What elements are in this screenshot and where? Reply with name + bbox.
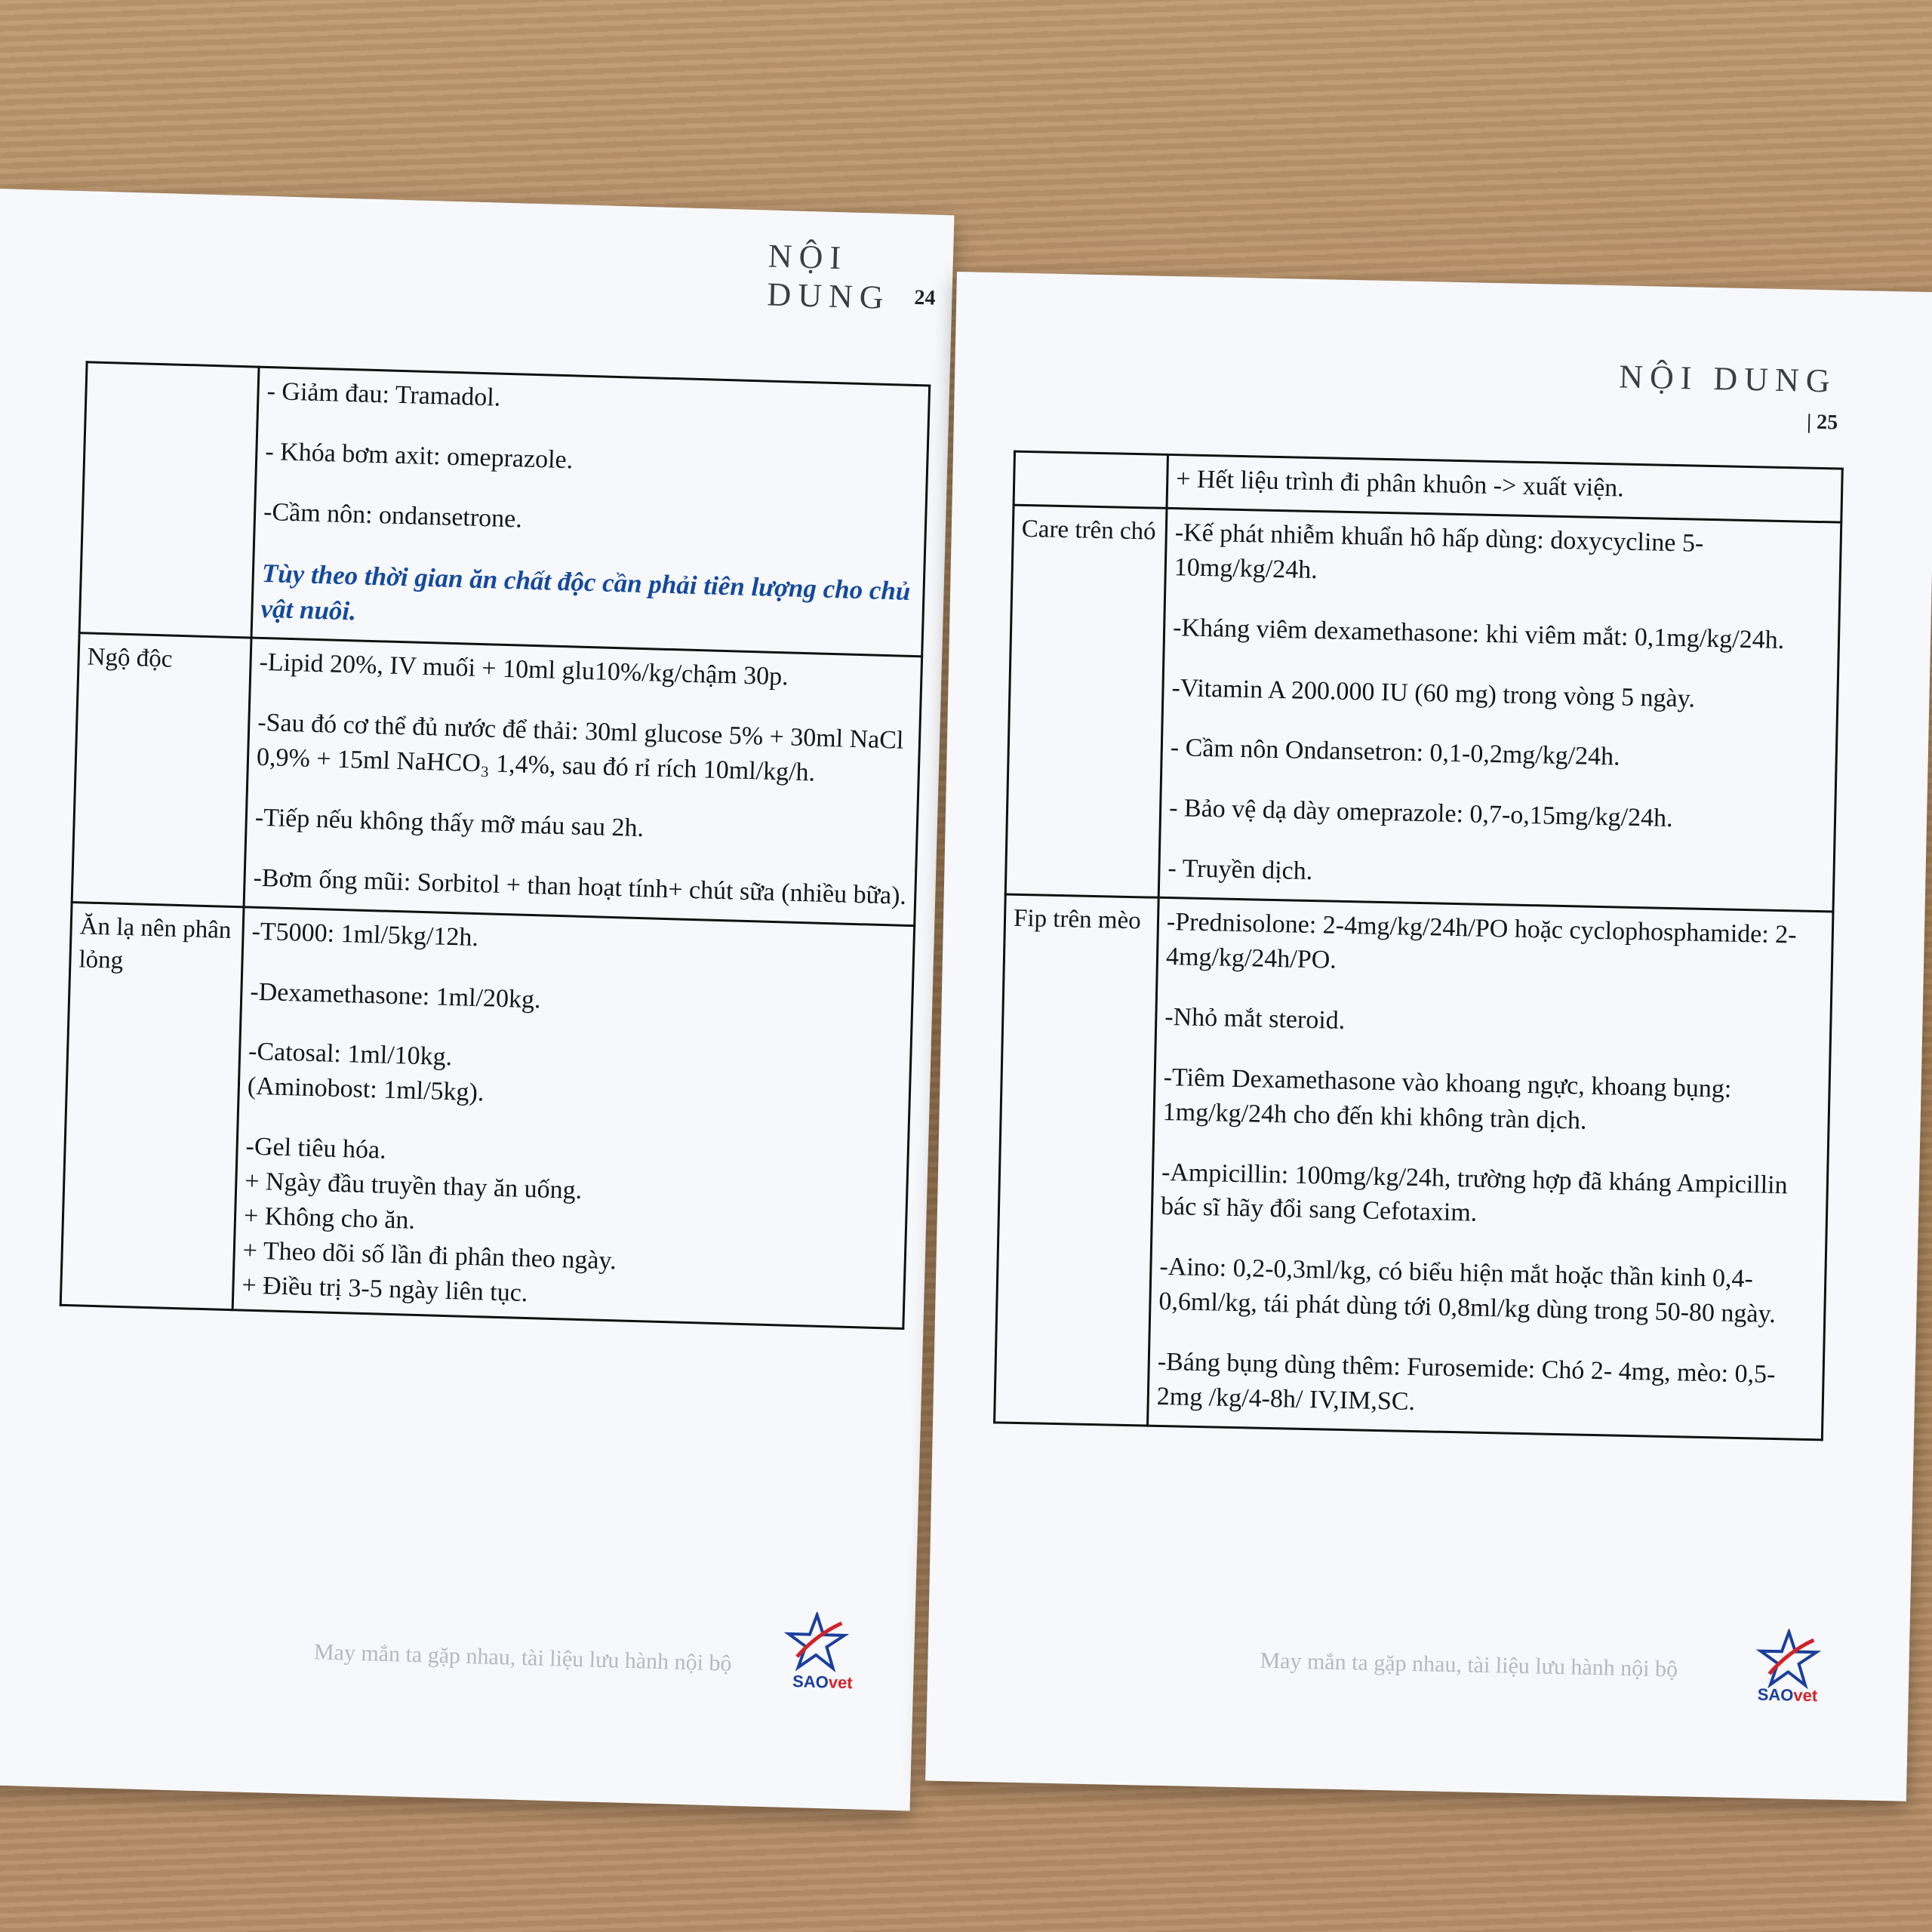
list-item: + Không cho ăn. bbox=[243, 1201, 416, 1235]
saovet-logo-text: SAOvet bbox=[1757, 1684, 1818, 1706]
list-item: + Ngày đầu truyền thay ăn uống. bbox=[244, 1167, 583, 1205]
row-items bbox=[1158, 508, 1841, 912]
saovet-star-logo-icon bbox=[782, 1611, 851, 1673]
row-items bbox=[251, 367, 930, 657]
list-item: - Truyền dịch. bbox=[1168, 854, 1313, 886]
table-row bbox=[72, 633, 922, 926]
left-page bbox=[0, 189, 955, 1810]
list-item: -Cầm nôn: ondansetrone. bbox=[263, 497, 523, 534]
right-treatment-table bbox=[993, 451, 1844, 1441]
table-row bbox=[995, 894, 1833, 1440]
saovet-star-logo-icon bbox=[1754, 1629, 1823, 1690]
table-row bbox=[79, 362, 930, 657]
list-item: + Hết liệu trình đi phân khuôn -> xuất viện. bbox=[1175, 465, 1625, 503]
list-item: + Theo dõi số lần đi phân theo ngày. bbox=[242, 1236, 617, 1275]
left-treatment-table bbox=[60, 361, 931, 1329]
left-footer: May mắn ta gặp nhau, tài liệu lưu hành nội bộ bbox=[313, 1639, 732, 1676]
list-item: (Aminobost: 1ml/5kg). bbox=[247, 1072, 485, 1107]
right-page-number: | 25 bbox=[1806, 410, 1838, 435]
list-item: -Kế phát nhiễm khuẩn hô hấp dùng: doxycycline 5-10mg/kg/24h. bbox=[1174, 518, 1704, 584]
list-item: -Lipid 20%, IV muối + 10ml glu10%/kg/chậm 30p. bbox=[259, 648, 789, 691]
list-item: -Kháng viêm dexamethasone: khi viêm mắt: 0,1mg/kg/24h. bbox=[1172, 613, 1785, 654]
table-row bbox=[60, 902, 914, 1328]
list-item: -Aino: 0,2-0,3ml/kg, có biểu hiện mắt hoặc thần kinh 0,4-0,6ml/kg, tái phát dùng tới 0,8ml/kg dùng trong 50-80 ngày. bbox=[1158, 1253, 1777, 1329]
list-item: -Catosal: 1ml/10kg. bbox=[248, 1038, 453, 1072]
row-items bbox=[232, 907, 915, 1329]
right-section-title: NỘI DUNG bbox=[1618, 358, 1838, 400]
list-item: + Điều trị 3-5 ngày liên tục. bbox=[242, 1271, 528, 1307]
table-row bbox=[1005, 505, 1841, 912]
row-items bbox=[1148, 897, 1833, 1439]
row-label: Ăn lạ nên phân lỏng bbox=[60, 902, 244, 1309]
list-item: -Sau đó cơ thể đủ nước để thải: 30ml glucose 5% + 30ml NaCl 0,9% + 15ml NaHCO₃ 1,4%, sau đó rỉ rích 10ml/kg/h. bbox=[256, 708, 904, 787]
right-page bbox=[925, 272, 1932, 1801]
row-label bbox=[1014, 451, 1168, 508]
list-item: -Gel tiêu hóa. bbox=[245, 1132, 387, 1164]
list-item: -Prednisolone: 2-4mg/kg/24h/PO hoặc cyclophosphamide: 2-4mg/kg/24h/PO. bbox=[1165, 908, 1797, 974]
list-item: - Bảo vệ dạ dày omeprazole: 0,7-o,15mg/kg/24h. bbox=[1168, 794, 1673, 833]
left-page-number: 24 bbox=[914, 285, 936, 310]
list-item: - Khóa bơm axit: omeprazole. bbox=[264, 437, 574, 475]
saovet-logo-text: SAOvet bbox=[792, 1672, 853, 1693]
left-section-title: NỘI DUNG bbox=[766, 237, 891, 316]
prognosis-note: Tùy theo thời gian ăn chất độc cần phải tiên lượng cho chủ vật nuôi. bbox=[260, 558, 911, 626]
list-item: - Giảm đau: Tramadol. bbox=[266, 377, 501, 412]
list-item: -Tiếp nếu không thấy mỡ máu sau 2h. bbox=[254, 803, 645, 842]
list-item: -Bơm ống mũi: Sorbitol + than hoạt tính+ chút sữa (nhiều bữa). bbox=[253, 863, 907, 910]
list-item: -Ampicillin: 100mg/kg/24h, trường hợp đã kháng Ampicillin bác sĩ hãy đổi sang Cefotaxim. bbox=[1160, 1158, 1788, 1228]
row-label: Care trên chó bbox=[1005, 505, 1167, 897]
list-item: -Báng bụng dùng thêm: Furosemide: Chó 2- 4mg, mèo: 0,5-2mg /kg/4-8h/ IV,IM,SC. bbox=[1156, 1348, 1776, 1417]
right-footer: May mắn ta gặp nhau, tài liệu lưu hành nội bộ bbox=[1260, 1647, 1678, 1682]
list-item: -Tiêm Dexamethasone vào khoang ngực, khoang bụng: 1mg/kg/24h cho đến khi không tràn dịch. bbox=[1162, 1063, 1732, 1135]
row-label: Ngộ độc bbox=[72, 633, 251, 907]
row-label: Fip trên mèo bbox=[995, 894, 1159, 1426]
list-item: -Vitamin A 200.000 IU (60 mg) trong vòng 5 ngày. bbox=[1171, 673, 1696, 713]
list-item: -Nhỏ mắt steroid. bbox=[1164, 1002, 1346, 1035]
list-item: - Cầm nôn Ondansetron: 0,1-0,2mg/kg/24h. bbox=[1170, 734, 1620, 771]
row-label bbox=[79, 362, 259, 638]
row-items bbox=[244, 638, 922, 925]
list-item: -Dexamethasone: 1ml/20kg. bbox=[249, 977, 542, 1014]
list-item: -T5000: 1ml/5kg/12h. bbox=[251, 917, 479, 952]
